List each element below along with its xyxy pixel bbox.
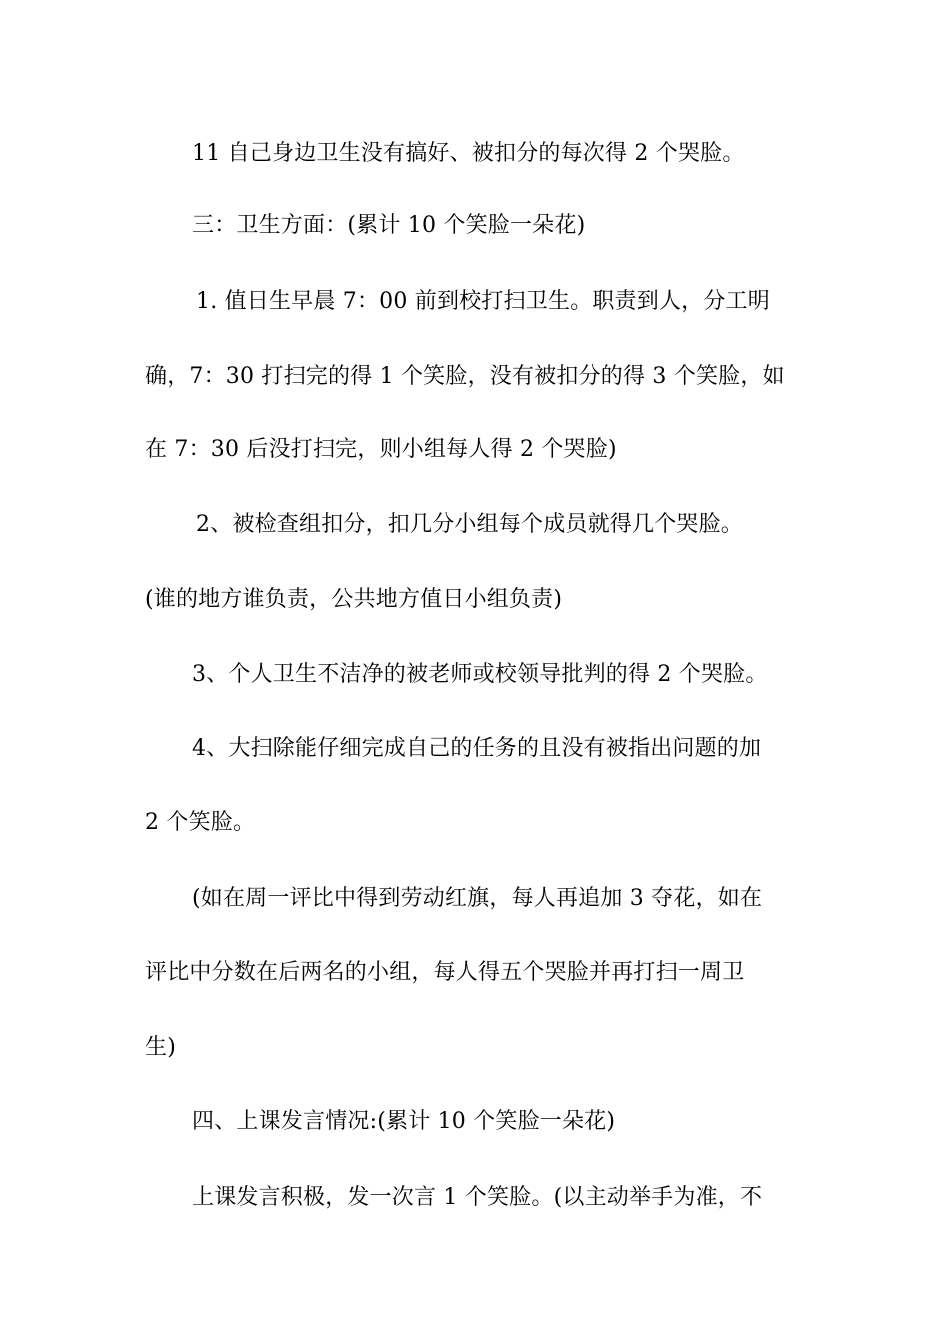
text-line-hygiene-penalty: 11 自己身边卫生没有搞好、被扣分的每次得 2 个哭脸。 (192, 141, 745, 166)
text-line-rule-3: 3、个人卫生不洁净的被老师或校领导批判的得 2 个哭脸。 (192, 662, 768, 687)
text-line-rule-2a: 2、被检查组扣分，扣几分小组每个成员就得几个哭脸。 (196, 512, 743, 537)
text-line-rule-4b: 2 个笑脸。 (145, 810, 256, 835)
section-heading-speaking: 四、上课发言情况:(累计 10 个笑脸一朵花) (192, 1109, 616, 1134)
section-heading-hygiene: 三：卫生方面：(累计 10 个笑脸一朵花) (192, 213, 586, 238)
text-line-rule-2b: (谁的地方谁负责，公共地方值日小组负责) (145, 587, 563, 612)
text-line-rule-1c: 在 7：30 后没打扫完，则小组每人得 2 个哭脸) (145, 437, 617, 462)
text-line-note-b: 评比中分数在后两名的小组，每人得五个哭脸并再打扫一周卫 (145, 960, 745, 985)
text-line-note-a: (如在周一评比中得到劳动红旗，每人再追加 3 夺花，如在 (192, 886, 763, 911)
text-line-rule-1a: 1. 值日生早晨 7：00 前到校打扫卫生。职责到人，分工明 (196, 289, 770, 314)
text-line-rule-1b: 确，7：30 打扫完的得 1 个笑脸，没有被扣分的得 3 个笑脸，如 (145, 364, 785, 389)
text-line-rule-4a: 4、大扫除能仔细完成自己的任务的且没有被指出问题的加 (192, 736, 762, 761)
text-line-speaking-rule: 上课发言积极，发一次言 1 个笑脸。(以主动举手为准，不 (192, 1185, 763, 1210)
text-line-note-c: 生) (145, 1035, 176, 1060)
